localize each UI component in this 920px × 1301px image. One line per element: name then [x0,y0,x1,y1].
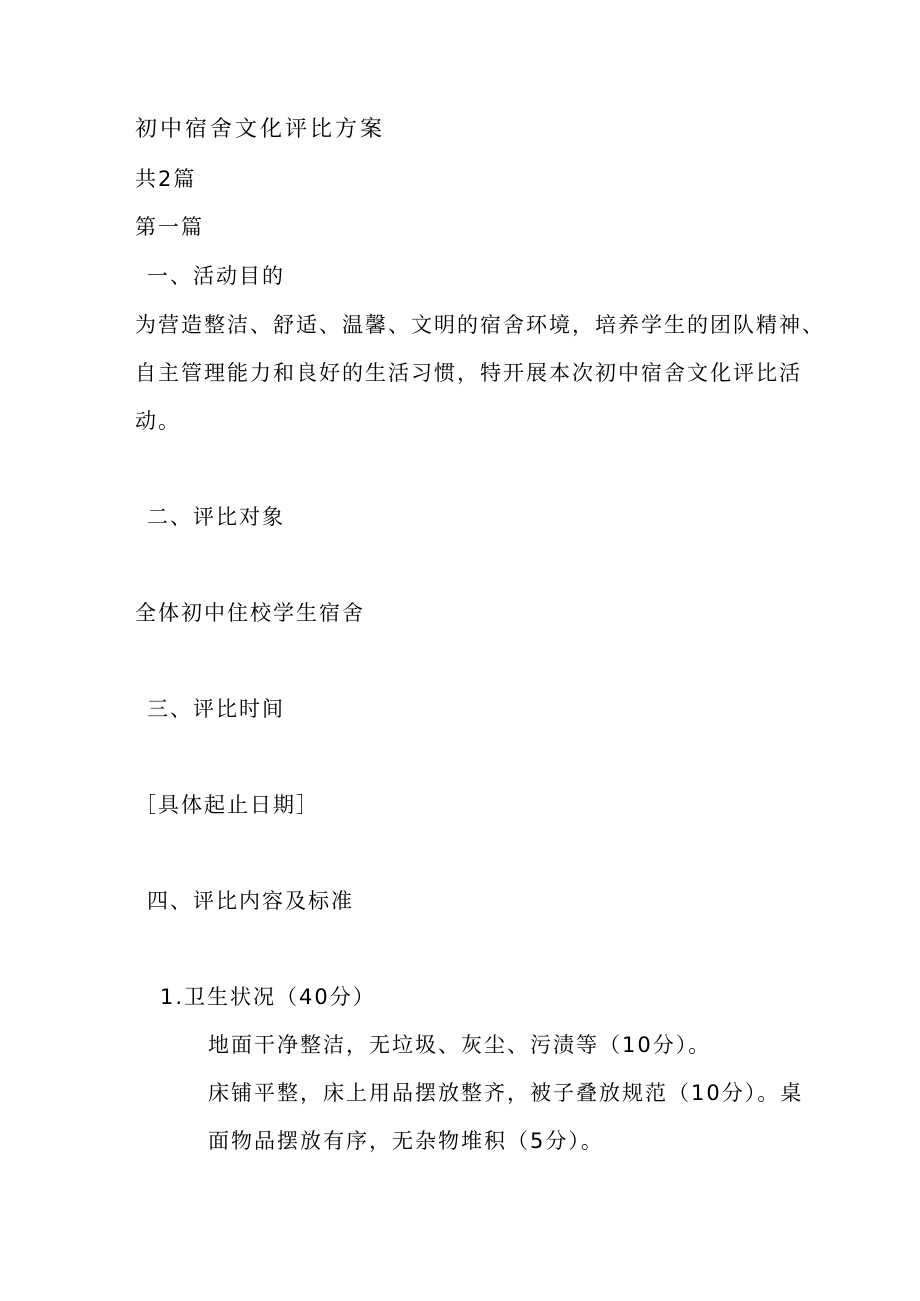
document-title: 初中宿舍文化评比方案 [135,117,386,142]
time-text: ［具体起止日期］ [135,793,319,817]
section-heading-target: 二、评比对象 [147,505,285,529]
item1-line-1: 地面干净整洁，无垃圾、灰尘、污渍等（10分）。 [208,1033,712,1057]
document-count: 共2篇 [135,167,197,191]
purpose-line-3: 动。 [135,409,181,433]
section-heading-time: 三、评比时间 [147,697,285,721]
target-text: 全体初中住校学生宿舍 [135,601,365,625]
purpose-line-1: 为营造整洁、舒适、温馨、文明的宿舍环境，培养学生的团队精神、 [135,313,825,337]
section-heading-content: 四、评比内容及标准 [147,889,354,913]
item1-line-2: 床铺平整，床上用品摆放整齐，被子叠放规范（10分）。桌 [208,1081,804,1105]
purpose-line-2: 自主管理能力和良好的生活习惯，特开展本次初中宿舍文化评比活 [135,361,802,385]
section-heading-purpose: 一、活动目的 [147,264,285,288]
part-label: 第一篇 [135,215,204,239]
item1-line-3: 面物品摆放有序，无杂物堆积（5分）。 [208,1129,604,1153]
item1-heading: 1.卫生状况（40分） [160,985,376,1009]
